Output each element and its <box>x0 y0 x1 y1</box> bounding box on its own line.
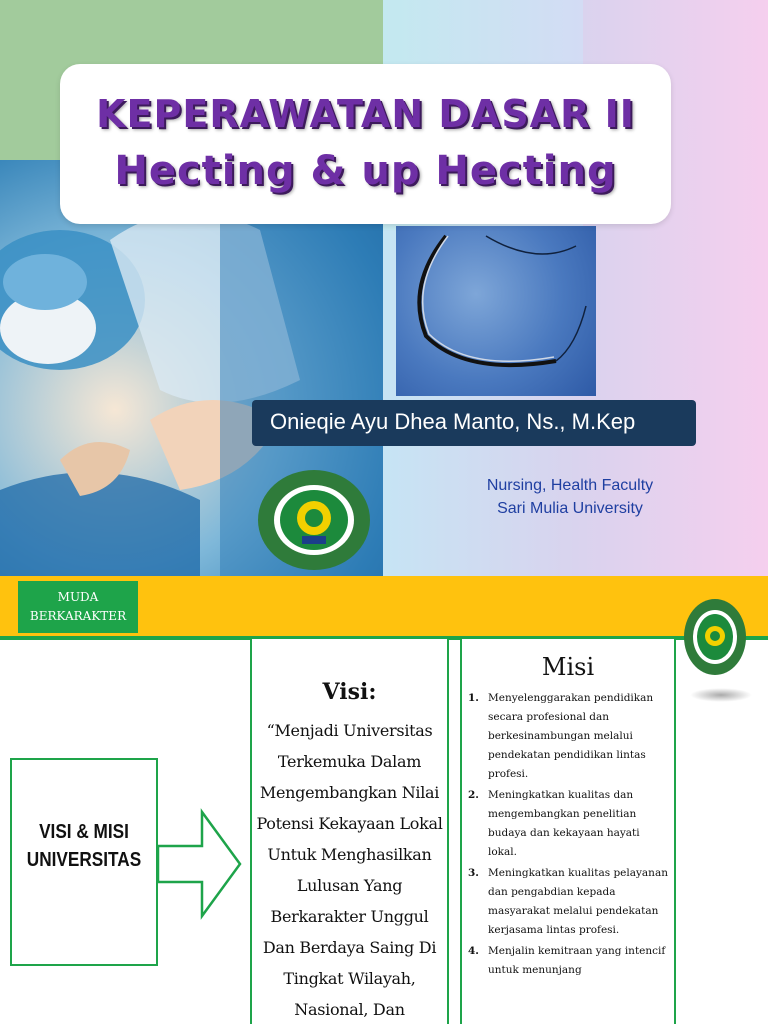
affiliation-line-2: Sari Mulia University <box>497 500 643 517</box>
affiliation <box>440 474 700 520</box>
university-logo-small <box>682 596 748 678</box>
vision-mission-slide <box>0 576 768 1024</box>
title-line-2: Hecting & up Hecting <box>114 148 617 194</box>
visi-body: “Menjadi Universitas Terkemuka Dalam Mengembangkan Nilai Potensi Kekayaan Lokal Untuk Menghasilkan Lulusan Yang Berkarakter Unggul Dan Berdaya Saing Di Tingkat Wilayah, Nasional, Dan <box>256 721 443 1019</box>
misi-title: Misi <box>541 653 595 681</box>
author-name: Onieqie Ayu Dhea Manto, Ns., M.Kep <box>270 409 636 434</box>
arrow-right-icon <box>158 808 242 920</box>
misi-item: 1. Menyelenggarakan pendidikan secara profesional dan berkesinambungan melalui pendekatan pendidikan lintas profesi. <box>468 692 654 780</box>
visi-misi-line-2: UNIVERSITAS <box>26 849 142 871</box>
tag-line-2: BERKARAKTER <box>29 609 127 623</box>
title-line-1: KEPERAWATAN DASAR II <box>96 92 635 136</box>
visi-box <box>250 637 449 1024</box>
author-bar <box>252 400 696 446</box>
misi-list <box>468 689 668 982</box>
visi-title: Visi: <box>322 679 377 705</box>
title-box <box>60 64 671 224</box>
tag-line-1: MUDA <box>57 590 99 604</box>
visi-misi-label <box>22 818 146 874</box>
misi-item: 2. Meningkatkan kualitas dan mengembangkan penelitian budaya dan kekayaan hayati lokal. <box>468 789 640 858</box>
muda-berkarakter-tag <box>18 581 138 633</box>
university-logo <box>256 468 372 572</box>
affiliation-line-1: Nursing, Health Faculty <box>486 477 654 494</box>
misi-box <box>460 637 676 1024</box>
logo-shadow <box>690 688 752 702</box>
misi-item: 3. Meningkatkan kualitas pelayanan dan pengabdian kepada masyarakat melalui pendekatan kerjasama lintas profesi. <box>468 867 668 936</box>
visi-misi-line-1: VISI & MISI <box>39 821 129 843</box>
visi-misi-box <box>10 758 158 966</box>
suture-needle-photo <box>396 226 596 396</box>
misi-item: 4. Menjalin kemitraan yang intencif untuk menunjang <box>468 945 666 976</box>
